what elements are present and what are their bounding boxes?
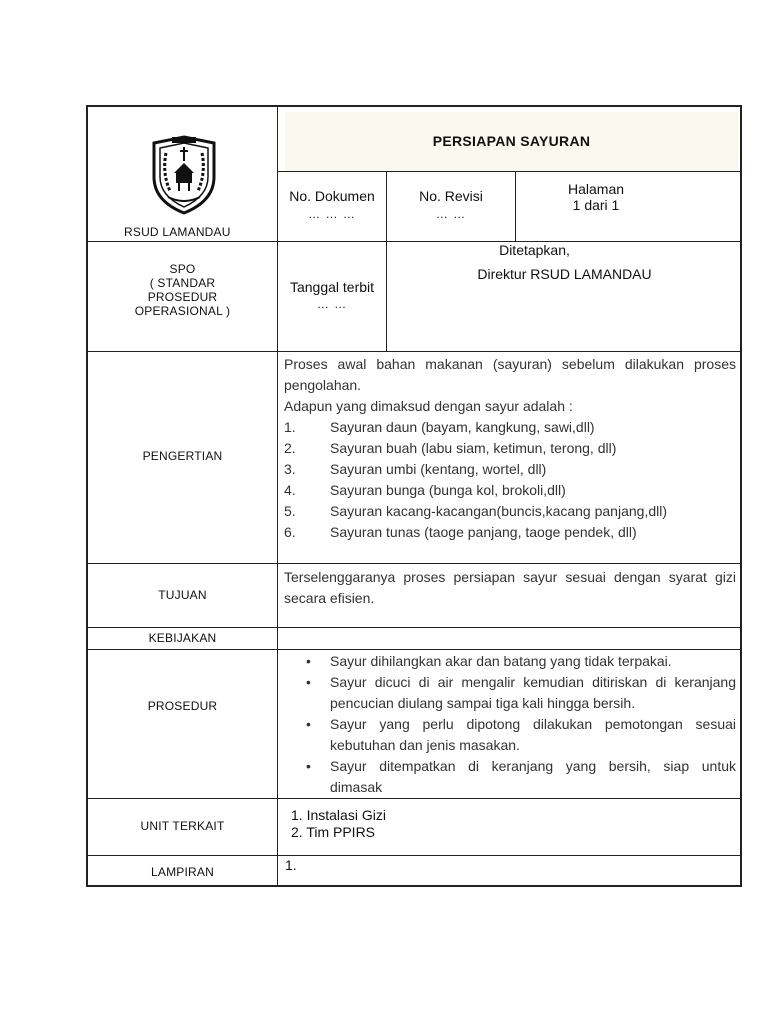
kebijakan-label: KEBIJAKAN xyxy=(148,631,217,645)
list-item xyxy=(284,522,736,543)
tanggal-terbit-value: … … xyxy=(316,297,348,311)
lampiran-label: LAMPIRAN xyxy=(151,865,214,879)
ditetapkan-label: Ditetapkan, xyxy=(499,242,570,258)
list-text: Sayuran kacang-kacangan(buncis,kacang panjang,dll) xyxy=(330,503,667,519)
list-item xyxy=(284,501,736,522)
tujuan-label: TUJUAN xyxy=(158,588,207,602)
spo-line: ( STANDAR xyxy=(149,276,216,290)
list-text: Sayuran umbi (kentang, wortel, dll) xyxy=(330,461,547,477)
no-dokumen-cell xyxy=(278,172,386,241)
tujuan-paragraph: Terselenggaranya proses persiapan sayur sesuai dengan syarat gizi xyxy=(284,569,736,585)
tanggal-terbit-label: Tanggal terbit xyxy=(289,279,375,295)
lampiran-item: 1. xyxy=(285,857,297,873)
bullet-icon: • xyxy=(306,674,311,690)
tujuan-label-cell xyxy=(88,564,277,627)
list-item xyxy=(306,672,736,714)
no-dokumen-label: No. Dokumen xyxy=(289,188,375,204)
org-name: RSUD LAMANDAU xyxy=(124,225,231,239)
unit-terkait-label-cell xyxy=(88,799,277,855)
unit-terkait-content xyxy=(291,807,731,841)
no-revisi-cell xyxy=(387,172,515,241)
no-revisi-label: No. Revisi xyxy=(419,188,483,204)
spo-cell xyxy=(88,242,277,351)
unit-item: 1. Instalasi Gizi xyxy=(291,807,386,823)
lampiran-content xyxy=(285,857,725,873)
tujuan-content xyxy=(284,567,736,609)
direktur-label: Direktur RSUD LAMANDAU xyxy=(477,266,652,282)
halaman-cell xyxy=(516,172,676,241)
list-text: kebutuhan dan jenis masakan. xyxy=(330,737,520,753)
prosedur-content xyxy=(306,651,736,798)
spo-line: OPERASIONAL ) xyxy=(134,304,231,318)
tujuan-paragraph: secara efisien. xyxy=(284,590,375,606)
list-item xyxy=(306,651,736,672)
lampiran-label-cell xyxy=(88,856,277,887)
spo-document-table xyxy=(86,105,742,887)
bullet-icon: • xyxy=(306,716,311,732)
unit-terkait-label: UNIT TERKAIT xyxy=(140,819,225,833)
halaman-value: 1 dari 1 xyxy=(572,197,620,213)
pengertian-content xyxy=(284,354,736,543)
list-item xyxy=(306,714,736,756)
pengertian-paragraph: pengolahan. xyxy=(284,377,362,393)
pengertian-paragraph: Proses awal bahan makanan (sayuran) sebelum dilakukan proses xyxy=(284,356,736,372)
list-text: Sayuran bunga (bunga kol, brokoli,dll) xyxy=(330,482,566,498)
bullet-icon: • xyxy=(306,758,311,774)
list-text: dimasak xyxy=(330,779,383,795)
list-item xyxy=(284,438,736,459)
list-text: Sayur ditempatkan di keranjang yang bersih, siap untuk xyxy=(330,758,736,774)
no-dokumen-value: … … … xyxy=(308,207,356,221)
list-number: 1. xyxy=(284,419,296,435)
prosedur-label-cell xyxy=(88,650,277,798)
logo-cell xyxy=(88,107,277,241)
pengertian-label-cell xyxy=(88,352,277,563)
ditetapkan-cell xyxy=(387,242,742,351)
list-item xyxy=(284,480,736,501)
spo-line: PROSEDUR xyxy=(147,290,218,304)
title-cell xyxy=(285,112,738,171)
prosedur-label: PROSEDUR xyxy=(147,699,218,713)
list-text: Sayuran buah (labu siam, ketimun, terong, dll) xyxy=(330,440,617,456)
vegetable-type-list xyxy=(284,417,736,543)
list-item xyxy=(306,756,736,798)
list-text: Sayuran tunas (taoge panjang, taoge pendek, dll) xyxy=(330,524,637,540)
list-text: Sayur yang perlu dipotong dilakukan pemotongan sesuai xyxy=(330,716,736,732)
list-text: Sayur dicuci di air mengalir kemudian ditiriskan di keranjang xyxy=(330,674,736,690)
list-number: 6. xyxy=(284,524,296,540)
list-item xyxy=(284,459,736,480)
no-revisi-value: … … xyxy=(435,207,467,221)
list-number: 4. xyxy=(284,482,296,498)
list-number: 3. xyxy=(284,461,296,477)
pengertian-label: PENGERTIAN xyxy=(142,449,223,463)
document-title: PERSIAPAN SAYURAN xyxy=(432,133,591,149)
list-text: pencucian diulang sampai tiga kali hingga bersih. xyxy=(330,695,636,711)
regional-emblem-logo-icon xyxy=(144,133,224,217)
kebijakan-label-cell xyxy=(88,628,277,649)
unit-item: 2. Tim PPIRS xyxy=(291,824,376,840)
prosedur-list xyxy=(306,651,736,798)
tanggal-terbit-cell xyxy=(278,242,386,351)
halaman-label: Halaman xyxy=(567,181,625,197)
list-text: Sayuran daun (bayam, kangkung, sawi,dll) xyxy=(330,419,595,435)
spo-line: SPO xyxy=(169,262,196,276)
bullet-icon: • xyxy=(306,653,311,669)
list-number: 5. xyxy=(284,503,296,519)
list-text: Sayur dihilangkan akar dan batang yang tidak terpakai. xyxy=(330,653,672,669)
pengertian-paragraph: Adapun yang dimaksud dengan sayur adalah : xyxy=(284,398,573,414)
list-item xyxy=(284,417,736,438)
list-number: 2. xyxy=(284,440,296,456)
